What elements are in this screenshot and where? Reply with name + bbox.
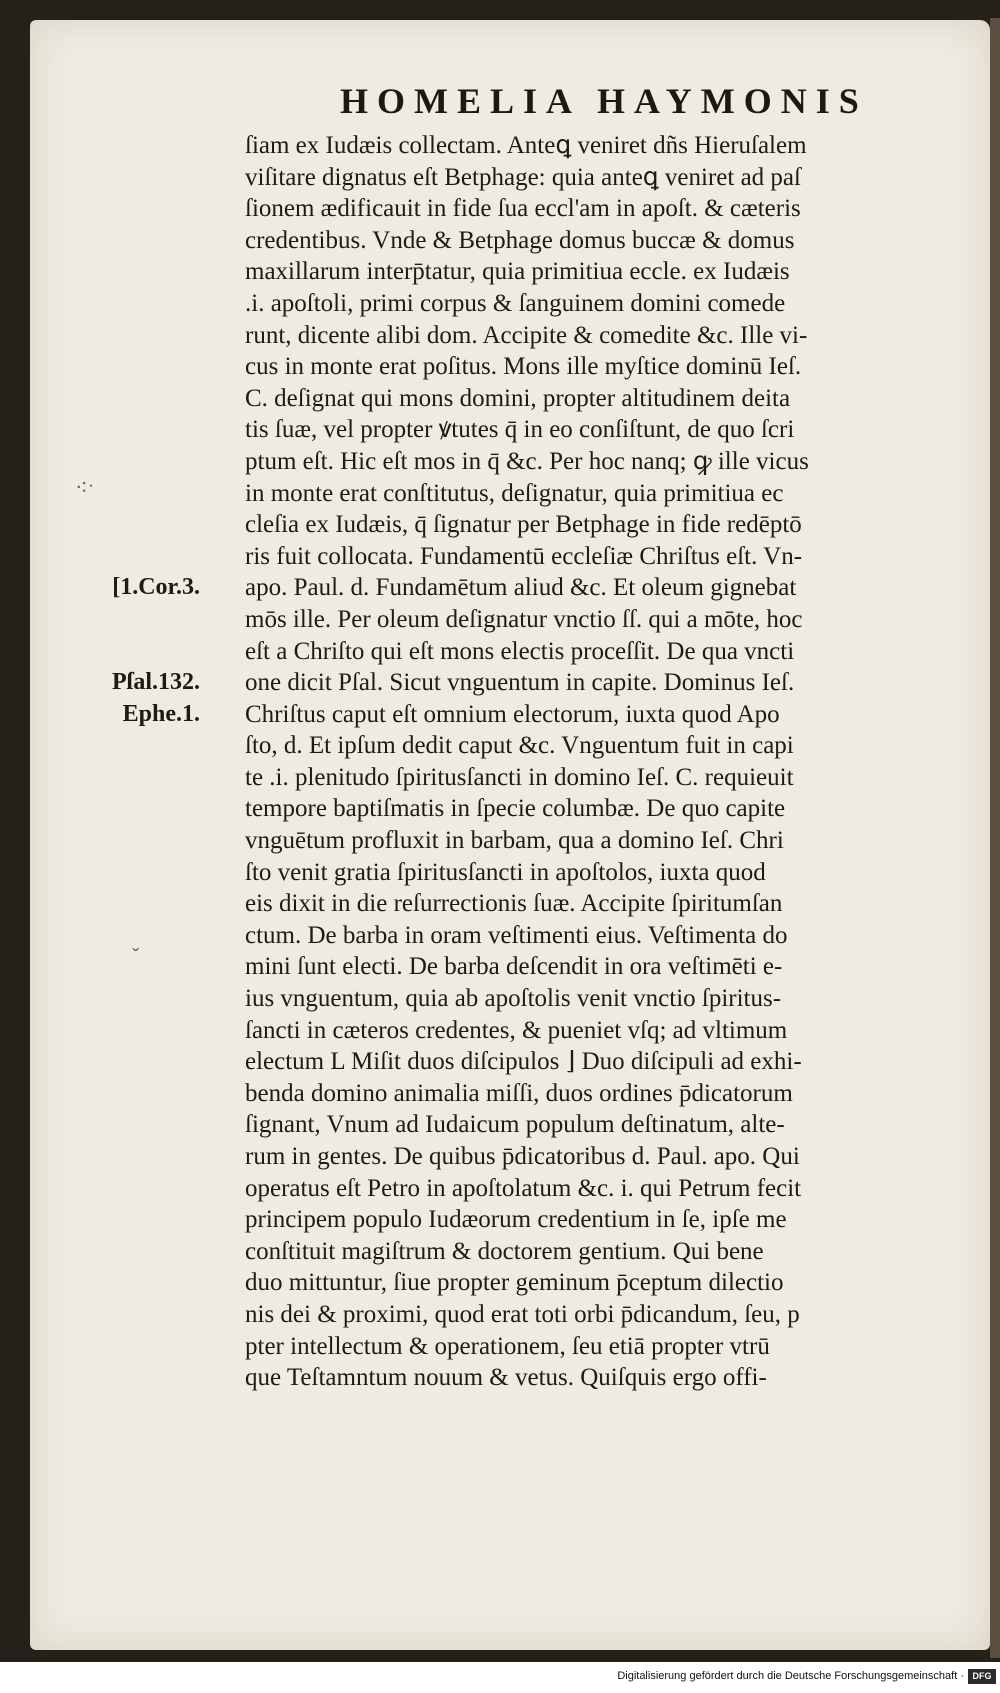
margin-note: [1.Cor.3. <box>112 574 200 601</box>
text-line: nis dei & proximi, quod erat toti orbi p̄dicandum, ſeu, p <box>245 1300 800 1328</box>
text-line: pter intellectum & operationem, ſeu etiā propter vtrū <box>245 1332 770 1360</box>
text-line: ius vnguentum, quia ab apoſtolis venit vnctio ſpiritus- <box>245 985 782 1013</box>
text-line: cus in monte erat poſitus. Mons ille myſtice dominū Ieſ. <box>245 353 802 381</box>
text-line: eſt a Chriſto qui eſt mons electis proceſſit. De qua vncti <box>245 637 795 665</box>
text-line: mini ſunt electi. De barba deſcendit in ora veſtimēti e- <box>245 953 783 981</box>
text-line: benda domino animalia miſſi, duos ordines p̄dicatorum <box>245 1079 793 1107</box>
book-page <box>30 20 990 1650</box>
footer-bar <box>0 1662 1000 1693</box>
text-line: apo. Paul. d. Fundamētum aliud &c. Et oleum gignebat <box>245 574 797 602</box>
text-line: mōs ille. Per oleum deſignatur vnctio ſſ. qui a mōte, hoc <box>245 605 803 633</box>
ink-check-mark: ˇ <box>132 943 140 968</box>
text-line: credentibus. Vnde & Betphage domus buccæ & domus <box>245 226 795 254</box>
text-line: cleſia ex Iudæis, q̄ ſignatur per Betphage in fide redēptō <box>245 511 802 539</box>
text-line: que Teſtamntum nouum & vetus. Quiſquis ergo offi- <box>245 1364 767 1392</box>
text-line: ſiam ex Iudæis collectam. Anteꝗ veniret dñs Hieruſalem <box>245 132 807 159</box>
text-line: ſancti in cæteros credentes, & pueniet vſq; ad vltimum <box>245 1016 788 1044</box>
dfg-logo: DFG <box>968 1669 996 1684</box>
text-line: C. deſignat qui mons domini, propter altitudinem deita <box>245 384 791 412</box>
text-line: one dicit Pſal. Sicut vnguentum in capite. Dominus Ieſ. <box>245 669 795 697</box>
text-line: conſtituit magiſtrum & doctorem gentium. Qui bene <box>245 1237 764 1265</box>
text-line: principem populo Iudæorum credentium in ſe, ipſe me <box>245 1206 787 1234</box>
text-line: ptum eſt. Hic eſt mos in q̄ &c. Per hoc nanq; ꝙ ille vicus <box>245 447 809 475</box>
text-line: tempore baptiſmatis in ſpecie columbæ. De quo capite <box>245 795 786 823</box>
page-edge-shadow <box>990 18 1000 1658</box>
text-line: te .i. plenitudo ſpiritusſancti in domino Ieſ. C. requieuit <box>245 763 794 791</box>
text-line: maxillarum interp̄tatur, quia primitiua eccle. ex Iudæis <box>245 258 790 286</box>
margin-note: Ephe.1. <box>122 700 200 727</box>
text-line: eis dixit in die reſurrectionis ſuæ. Accipite ſpiritumſan <box>245 890 783 918</box>
text-line: in monte erat conſtitutus, deſignatur, quia primitiua ec <box>245 479 784 507</box>
text-line: ſto, d. Et ipſum dedit caput &c. Vnguentum fuit in capi <box>245 732 794 760</box>
text-line: .i. apoſtoli, primi corpus & ſanguinem domini comede <box>245 289 786 317</box>
text-line: duo mittuntur, ſiue propter geminum p̄ceptum dilectio <box>245 1269 784 1297</box>
text-line: ſto venit gratia ſpiritusſancti in apoſtolos, iuxta quod <box>245 858 766 886</box>
body-text <box>245 130 945 1394</box>
margin-note: Pſal.132. <box>112 669 200 696</box>
text-line: rum in gentes. De quibus p̄dicatoribus d. Paul. apo. Qui <box>245 1143 800 1170</box>
running-head: HOMELIA HAYMONIS <box>340 81 868 121</box>
text-line: ſignant, Vnum ad Iudaicum populum deſtinatum, alte- <box>245 1111 785 1139</box>
text-line: ſionem ædificauit in fide ſua eccl'am in apoſt. & cæteris <box>245 195 801 223</box>
text-line: operatus eſt Petro in apoſtolatum &c. i. qui Petrum fecit <box>245 1174 802 1202</box>
text-line: electum L Miſit duos diſcipulos ⌋ Duo diſcipuli ad exhi- <box>245 1048 802 1076</box>
text-line: viſitare dignatus eſt Betphage: quia anteꝗ veniret ad paſ <box>245 163 801 191</box>
text-line: ris fuit collocata. Fundamentū eccleſiæ Chriſtus eſt. Vn- <box>245 542 803 570</box>
text-line: Chriſtus caput eſt omnium electorum, iuxta quod Apo <box>245 700 780 728</box>
text-line: tis ſuæ, vel propter ꝟtutes q̄ in eo conſiſtunt, de quo ſcri <box>245 416 795 444</box>
text-line: ctum. De barba in oram veſtimenti eius. Veſtimenta do <box>245 921 788 949</box>
text-line: runt, dicente alibi dom. Accipite & comedite &c. Ille vi- <box>245 321 808 349</box>
ink-speck-mark: ⁖ˑ <box>75 475 95 500</box>
text-line: vnguētum profluxit in barbam, qua a domino Ieſ. Chri <box>245 827 784 855</box>
footer-credit: Digitalisierung gefördert durch die Deutsche Forschungsgemeinschaft · <box>617 1670 964 1682</box>
